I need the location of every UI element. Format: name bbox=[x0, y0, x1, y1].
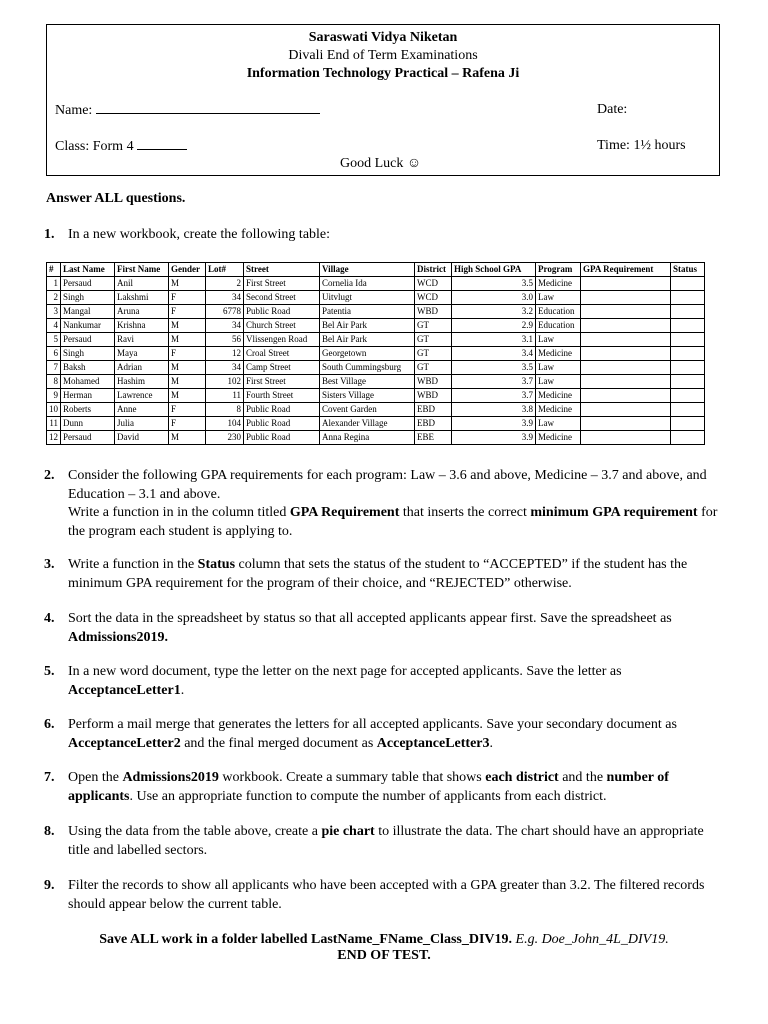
table-cell: EBD bbox=[415, 403, 452, 417]
table-cell bbox=[671, 417, 705, 431]
table-cell: Anna Regina bbox=[320, 431, 415, 445]
table-cell bbox=[671, 291, 705, 305]
table-cell bbox=[581, 347, 671, 361]
table-cell: EBE bbox=[415, 431, 452, 445]
table-cell: 5 bbox=[47, 333, 61, 347]
table-cell: 11 bbox=[47, 417, 61, 431]
subject-title: Information Technology Practical – Rafena Ji bbox=[246, 66, 520, 81]
table-cell: 3.5 bbox=[452, 361, 536, 375]
question-text: Sort the data in the spreadsheet by status so that all accepted applicants appear first. Save the spreadsheet as Admissions2019. bbox=[68, 611, 672, 645]
table-cell: Medicine bbox=[536, 431, 581, 445]
table-cell: Fourth Street bbox=[244, 389, 320, 403]
table-cell: Bel Air Park bbox=[320, 319, 415, 333]
table-cell: WBD bbox=[415, 375, 452, 389]
table-cell: Mohamed bbox=[61, 375, 115, 389]
table-cell: 34 bbox=[206, 361, 244, 375]
table-cell: M bbox=[169, 431, 206, 445]
question-number: 9. bbox=[44, 878, 55, 893]
table-cell: Julia bbox=[115, 417, 169, 431]
table-cell: Krishna bbox=[115, 319, 169, 333]
table-cell bbox=[671, 333, 705, 347]
table-cell: Persaud bbox=[61, 431, 115, 445]
table-cell: Law bbox=[536, 361, 581, 375]
name-blank bbox=[96, 101, 320, 114]
table-row bbox=[47, 305, 705, 319]
table-cell bbox=[671, 361, 705, 375]
table-cell: Law bbox=[536, 291, 581, 305]
table-cell: 3.1 bbox=[452, 333, 536, 347]
table-header-cell: Status bbox=[671, 263, 705, 277]
table-cell: Croal Street bbox=[244, 347, 320, 361]
table-header-cell: District bbox=[415, 263, 452, 277]
table-cell: Medicine bbox=[536, 403, 581, 417]
table-header-cell: Last Name bbox=[61, 263, 115, 277]
table-row bbox=[47, 319, 705, 333]
table-cell: 4 bbox=[47, 319, 61, 333]
table-cell: 1 bbox=[47, 277, 61, 291]
table-cell: David bbox=[115, 431, 169, 445]
table-row bbox=[47, 277, 705, 291]
name-field bbox=[55, 101, 320, 120]
exam-title: Divali End of Term Examinations bbox=[288, 48, 478, 63]
question-text: In a new word document, type the letter on the next page for accepted applicants. Save the letter as AcceptanceLetter1. bbox=[68, 664, 622, 698]
table-cell: GT bbox=[415, 361, 452, 375]
table-cell: M bbox=[169, 333, 206, 347]
table-cell: 3.7 bbox=[452, 389, 536, 403]
question-text: In a new workbook, create the following table: bbox=[68, 227, 331, 242]
table-row bbox=[47, 389, 705, 403]
table-cell: Public Road bbox=[244, 431, 320, 445]
table-cell: GT bbox=[415, 333, 452, 347]
table-cell: Vlissengen Road bbox=[244, 333, 320, 347]
table-cell: 6 bbox=[47, 347, 61, 361]
table-cell: 10 bbox=[47, 403, 61, 417]
table-header-cell: # bbox=[47, 263, 61, 277]
table-cell bbox=[581, 403, 671, 417]
end-of-test: END OF TEST. bbox=[337, 948, 431, 963]
table-cell: Uitvlugt bbox=[320, 291, 415, 305]
class-field bbox=[55, 137, 187, 156]
table-row bbox=[47, 417, 705, 431]
table-cell: Public Road bbox=[244, 403, 320, 417]
table-cell: 6778 bbox=[206, 305, 244, 319]
table-row bbox=[47, 403, 705, 417]
table-cell: WBD bbox=[415, 305, 452, 319]
question-1 bbox=[44, 226, 724, 245]
table-cell: Adrian bbox=[115, 361, 169, 375]
table-cell: Lakshmi bbox=[115, 291, 169, 305]
question-9 bbox=[44, 877, 724, 914]
table-cell: Cornelia Ida bbox=[320, 277, 415, 291]
table-cell: Roberts bbox=[61, 403, 115, 417]
table-cell bbox=[671, 389, 705, 403]
question-4 bbox=[44, 610, 724, 647]
table-cell bbox=[581, 389, 671, 403]
table-cell: WCD bbox=[415, 277, 452, 291]
table-cell bbox=[581, 361, 671, 375]
table-cell: GT bbox=[415, 319, 452, 333]
table-cell: Best Village bbox=[320, 375, 415, 389]
table-header-cell: Program bbox=[536, 263, 581, 277]
question-5 bbox=[44, 663, 724, 700]
table-cell: 9 bbox=[47, 389, 61, 403]
table-header-cell: Village bbox=[320, 263, 415, 277]
table-cell: Medicine bbox=[536, 277, 581, 291]
table-cell bbox=[671, 347, 705, 361]
table-cell: Patentia bbox=[320, 305, 415, 319]
time-label: Time: 1½ hours bbox=[597, 138, 686, 153]
table-row bbox=[47, 333, 705, 347]
question-text: Consider the following GPA requirements for each program: Law – 3.6 and above, Medicine – 3.7 and above, and Education – 3.1 and above. Write a function in in the column titled GPA Requirement that inserts the correct minimum GPA requirement for the program each student is applying to. bbox=[68, 468, 718, 539]
table-cell: 3.5 bbox=[452, 277, 536, 291]
footer-save-text: Save ALL work in a folder labelled LastName_FName_Class_DIV19. bbox=[99, 932, 513, 947]
table-cell bbox=[671, 305, 705, 319]
table-body bbox=[47, 277, 705, 445]
table-cell: 3 bbox=[47, 305, 61, 319]
table-cell bbox=[581, 333, 671, 347]
table-cell: Anne bbox=[115, 403, 169, 417]
table-row bbox=[47, 431, 705, 445]
table-cell: 3.9 bbox=[452, 431, 536, 445]
class-blank bbox=[137, 137, 187, 150]
table-header-cell: GPA Requirement bbox=[581, 263, 671, 277]
table-cell bbox=[581, 319, 671, 333]
table-cell: First Street bbox=[244, 277, 320, 291]
table-cell: First Street bbox=[244, 375, 320, 389]
table-cell: Public Road bbox=[244, 417, 320, 431]
table-cell: 104 bbox=[206, 417, 244, 431]
table-cell: 3.2 bbox=[452, 305, 536, 319]
table-cell: Law bbox=[536, 333, 581, 347]
table-cell: F bbox=[169, 305, 206, 319]
table-cell: Law bbox=[536, 417, 581, 431]
table-row bbox=[47, 291, 705, 305]
table-cell: 2.9 bbox=[452, 319, 536, 333]
table-row bbox=[47, 361, 705, 375]
table-cell bbox=[581, 417, 671, 431]
table-cell bbox=[581, 291, 671, 305]
table-cell: Education bbox=[536, 319, 581, 333]
table-row bbox=[47, 347, 705, 361]
table-cell: Maya bbox=[115, 347, 169, 361]
question-number: 1. bbox=[44, 227, 55, 242]
table-cell: EBD bbox=[415, 417, 452, 431]
table-cell: 3.7 bbox=[452, 375, 536, 389]
question-3 bbox=[44, 556, 724, 593]
footer-save-line bbox=[0, 932, 768, 948]
table-cell: F bbox=[169, 347, 206, 361]
table-cell bbox=[581, 277, 671, 291]
table-cell: M bbox=[169, 277, 206, 291]
question-7 bbox=[44, 769, 724, 806]
question-number: 6. bbox=[44, 717, 55, 732]
question-number: 7. bbox=[44, 770, 55, 785]
question-number: 5. bbox=[44, 664, 55, 679]
table-cell: F bbox=[169, 417, 206, 431]
table-cell: GT bbox=[415, 347, 452, 361]
table-cell: Medicine bbox=[536, 347, 581, 361]
table-cell: F bbox=[169, 403, 206, 417]
table-cell: Nankumar bbox=[61, 319, 115, 333]
question-8 bbox=[44, 823, 724, 860]
table-cell: South Cummingsburg bbox=[320, 361, 415, 375]
instruction: Answer ALL questions. bbox=[46, 191, 186, 206]
table-cell: M bbox=[169, 375, 206, 389]
question-text: Filter the records to show all applicants who have been accepted with a GPA greater than 3.2. The filtered records should appear below the current table. bbox=[68, 878, 705, 912]
good-luck: Good Luck ☺ bbox=[340, 156, 422, 171]
question-text: Write a function in the Status column that sets the status of the student to “ACCEPTED” if the student has the minimum GPA requirement for the program of their choice, and “REJECTED” otherwise. bbox=[68, 557, 688, 591]
table-cell: WBD bbox=[415, 389, 452, 403]
table-cell: 11 bbox=[206, 389, 244, 403]
table-cell: Baksh bbox=[61, 361, 115, 375]
table-cell: 3.9 bbox=[452, 417, 536, 431]
table-cell: Mangal bbox=[61, 305, 115, 319]
table-cell: Education bbox=[536, 305, 581, 319]
table-cell bbox=[671, 431, 705, 445]
class-label: Class: Form 4 bbox=[55, 139, 134, 154]
data-table bbox=[46, 262, 705, 445]
table-cell: Dunn bbox=[61, 417, 115, 431]
table-cell bbox=[671, 319, 705, 333]
table-cell: Persaud bbox=[61, 277, 115, 291]
table-cell: 230 bbox=[206, 431, 244, 445]
table-cell: Second Street bbox=[244, 291, 320, 305]
date-label: Date: bbox=[597, 102, 628, 117]
table-cell: Camp Street bbox=[244, 361, 320, 375]
table-header-cell: Gender bbox=[169, 263, 206, 277]
question-number: 2. bbox=[44, 468, 55, 483]
question-number: 4. bbox=[44, 611, 55, 626]
table-cell: Alexander Village bbox=[320, 417, 415, 431]
table-header-cell: First Name bbox=[115, 263, 169, 277]
table-cell bbox=[671, 277, 705, 291]
name-label: Name: bbox=[55, 103, 93, 118]
table-cell: 3.8 bbox=[452, 403, 536, 417]
question-text: Using the data from the table above, create a pie chart to illustrate the data. The chart should have an appropriate title and labelled sectors. bbox=[68, 824, 704, 858]
table-cell: Aruna bbox=[115, 305, 169, 319]
table-cell: Sisters Village bbox=[320, 389, 415, 403]
table-cell bbox=[581, 375, 671, 389]
table-cell: 3.4 bbox=[452, 347, 536, 361]
table-cell: M bbox=[169, 319, 206, 333]
table-cell: Singh bbox=[61, 291, 115, 305]
footer-example: E.g. Doe_John_4L_DIV19. bbox=[515, 932, 669, 947]
table-row bbox=[47, 375, 705, 389]
header-box bbox=[46, 24, 720, 176]
table-header-cell: Lot# bbox=[206, 263, 244, 277]
table-cell: Covent Garden bbox=[320, 403, 415, 417]
table-cell: WCD bbox=[415, 291, 452, 305]
table-cell bbox=[671, 375, 705, 389]
table-cell: Herman bbox=[61, 389, 115, 403]
table-cell: Hashim bbox=[115, 375, 169, 389]
question-number: 3. bbox=[44, 557, 55, 572]
table-cell: Persaud bbox=[61, 333, 115, 347]
table-cell: F bbox=[169, 291, 206, 305]
table-cell: Law bbox=[536, 375, 581, 389]
question-text: Open the Admissions2019 workbook. Create a summary table that shows each district and the number of applicants. Use an appropriate function to compute the number of applicants from each district. bbox=[68, 770, 669, 804]
table-header-cell: Street bbox=[244, 263, 320, 277]
table-cell: Medicine bbox=[536, 389, 581, 403]
table-cell bbox=[581, 431, 671, 445]
table-cell: Anil bbox=[115, 277, 169, 291]
table-cell: 102 bbox=[206, 375, 244, 389]
table-header-row bbox=[47, 263, 705, 277]
question-2 bbox=[44, 467, 724, 541]
table-cell: 12 bbox=[206, 347, 244, 361]
table-cell: 34 bbox=[206, 319, 244, 333]
table-cell bbox=[581, 305, 671, 319]
question-number: 8. bbox=[44, 824, 55, 839]
table-cell: M bbox=[169, 361, 206, 375]
table-cell: Lawrence bbox=[115, 389, 169, 403]
table-header-cell: High School GPA bbox=[452, 263, 536, 277]
school-name: Saraswati Vidya Niketan bbox=[308, 30, 458, 45]
table-cell: 8 bbox=[206, 403, 244, 417]
table-cell: 56 bbox=[206, 333, 244, 347]
table-cell: Georgetown bbox=[320, 347, 415, 361]
table-cell: 2 bbox=[206, 277, 244, 291]
question-6 bbox=[44, 716, 724, 753]
table-cell: 12 bbox=[47, 431, 61, 445]
table-cell: 8 bbox=[47, 375, 61, 389]
question-text: Perform a mail merge that generates the letters for all accepted applicants. Save your secondary document as AcceptanceLetter2 and the final merged document as AcceptanceLetter3. bbox=[68, 717, 677, 751]
table-cell: 2 bbox=[47, 291, 61, 305]
table-cell: Ravi bbox=[115, 333, 169, 347]
table-cell: 7 bbox=[47, 361, 61, 375]
table-cell: Church Street bbox=[244, 319, 320, 333]
table-cell: 34 bbox=[206, 291, 244, 305]
table-cell: 3.0 bbox=[452, 291, 536, 305]
table-cell: Public Road bbox=[244, 305, 320, 319]
table-cell bbox=[671, 403, 705, 417]
table-cell: Singh bbox=[61, 347, 115, 361]
table-cell: M bbox=[169, 389, 206, 403]
table-cell: Bel Air Park bbox=[320, 333, 415, 347]
